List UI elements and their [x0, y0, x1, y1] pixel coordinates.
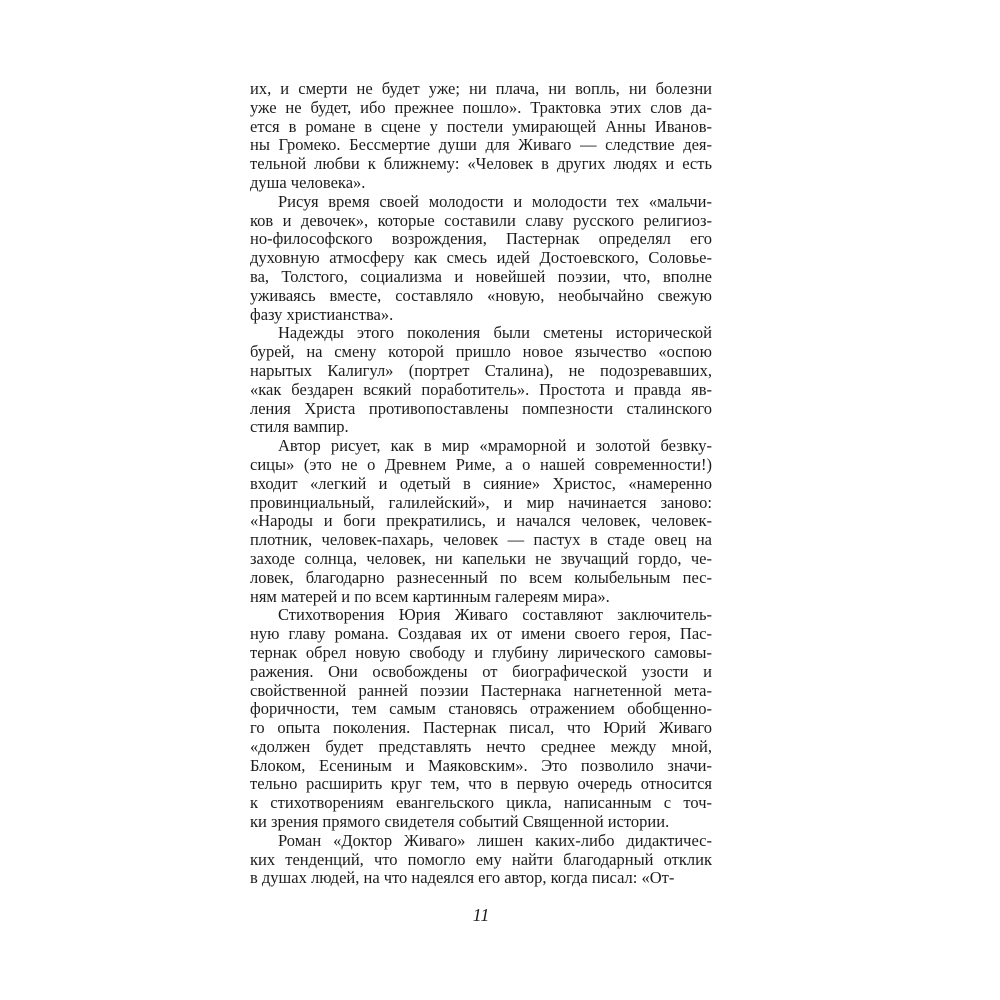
text-line: входит «легкий и одетый в сияние» Христос, «намеренно [250, 474, 712, 493]
text-line: уживаясь вместе, составляло «новую, необычайно свежую [250, 286, 712, 305]
text-line: бурей, на смену которой пришло новое язычество «оспою [250, 343, 712, 362]
page-number: 11 [472, 905, 490, 925]
text-line: ны Громеко. Бессмертие души для Живаго — следствие дея- [250, 136, 712, 155]
text-line: но-философского возрождения, Пастернак определял его [250, 230, 712, 249]
text-line: Блоком, Есениным и Маяковским». Это позволило значи- [250, 756, 712, 775]
text-line: ням матерей и по всем картинным галереям мира». [250, 587, 610, 606]
text-block [250, 80, 712, 888]
paragraph [250, 193, 712, 325]
text-line: ную главу романа. Создавая их от имени своего героя, Пас- [250, 625, 712, 644]
text-line: к стихотворениям евангельского цикла, написанным с точ- [250, 794, 712, 813]
text-line: ва, Толстого, социализма и новейшей поэзии, что, вполне [250, 267, 712, 286]
text-line: нарытых Калигул» (портрет Сталина), не подозревавших, [250, 361, 712, 380]
paragraph [250, 437, 712, 606]
text-line: свойственной ранней поэзии Пастернака нагнетенной мета- [250, 681, 712, 700]
text-line: плотник, человек-пахарь, человек — пастух в стаде овец на [250, 531, 712, 550]
text-line: тельно расширить круг тем, что в первую очередь относится [250, 775, 712, 794]
text-line: Роман «Доктор Живаго» лишен каких-либо дидактичес- [278, 831, 712, 850]
text-line: «как бездарен всякий поработитель». Простота и правда яв- [250, 380, 712, 399]
text-line: уже не будет, ибо прежнее пошло». Трактовка этих слов да- [250, 98, 712, 117]
text-line: ких тенденций, что помогло ему найти благодарный отклик [250, 850, 712, 869]
text-line: ков и девочек», которые составили славу русского религиоз- [250, 211, 712, 230]
text-line: провинциальный, галилейский», и мир начинается заново: [250, 493, 712, 512]
text-line: Стихотворения Юрия Живаго составляют заключитель- [278, 606, 712, 625]
text-line: их, и смерти не будет уже; ни плача, ни вопль, ни болезни [250, 80, 712, 98]
text-line: Автор рисует, как в мир «мраморной и золотой безвку- [278, 437, 712, 456]
text-line: го опыта поколения. Пастернак писал, что Юрий Живаго [250, 719, 712, 738]
text-line: ки зрения прямого свидетеля событий Священной истории. [250, 813, 670, 832]
paragraph [250, 324, 712, 437]
text-line: Надежды этого поколения были сметены исторической [278, 324, 712, 343]
text-line: форичности, тем самым становясь отражением обобщенно- [250, 700, 712, 719]
text-line: ется в романе в сцене у постели умирающей Анны Иванов- [250, 117, 712, 136]
text-line: в душах людей, на что надеялся его автор, когда писал: «От- [250, 869, 675, 888]
text-line: стиля вампир. [250, 418, 349, 437]
text-line: «должен будет представлять нечто среднее между мной, [250, 737, 712, 756]
text-line: ления Христа противопоставлены помпезности сталинского [250, 399, 712, 418]
text-line: духовную атмосферу как смесь идей Достоевского, Соловье- [250, 249, 712, 268]
text-line: душа человека». [250, 173, 366, 192]
paragraph [250, 832, 712, 888]
paragraph [250, 80, 712, 193]
text-line: Рисуя время своей молодости и молодости тех «мальчи- [278, 192, 712, 211]
text-line: тельной любви к ближнему: «Человек в других людях и есть [250, 155, 712, 174]
paragraph [250, 606, 712, 832]
text-line: тернак обрел новую свободу и глубину лирического самовы- [250, 643, 712, 662]
text-line: «Народы и боги прекратились, и начался человек, человек- [250, 512, 712, 531]
text-line: сицы» (это не о Древнем Риме, а о нашей современности!) [250, 455, 712, 474]
text-line: ражения. Они освобождены от биографической узости и [250, 662, 712, 681]
text-line: ловек, благодарно разнесенный по всем колыбельным пес- [250, 568, 712, 587]
text-line: фазу христианства». [250, 305, 394, 324]
text-line: заходе солнца, человек, ни капельки не звучащий гордо, че- [250, 549, 712, 568]
